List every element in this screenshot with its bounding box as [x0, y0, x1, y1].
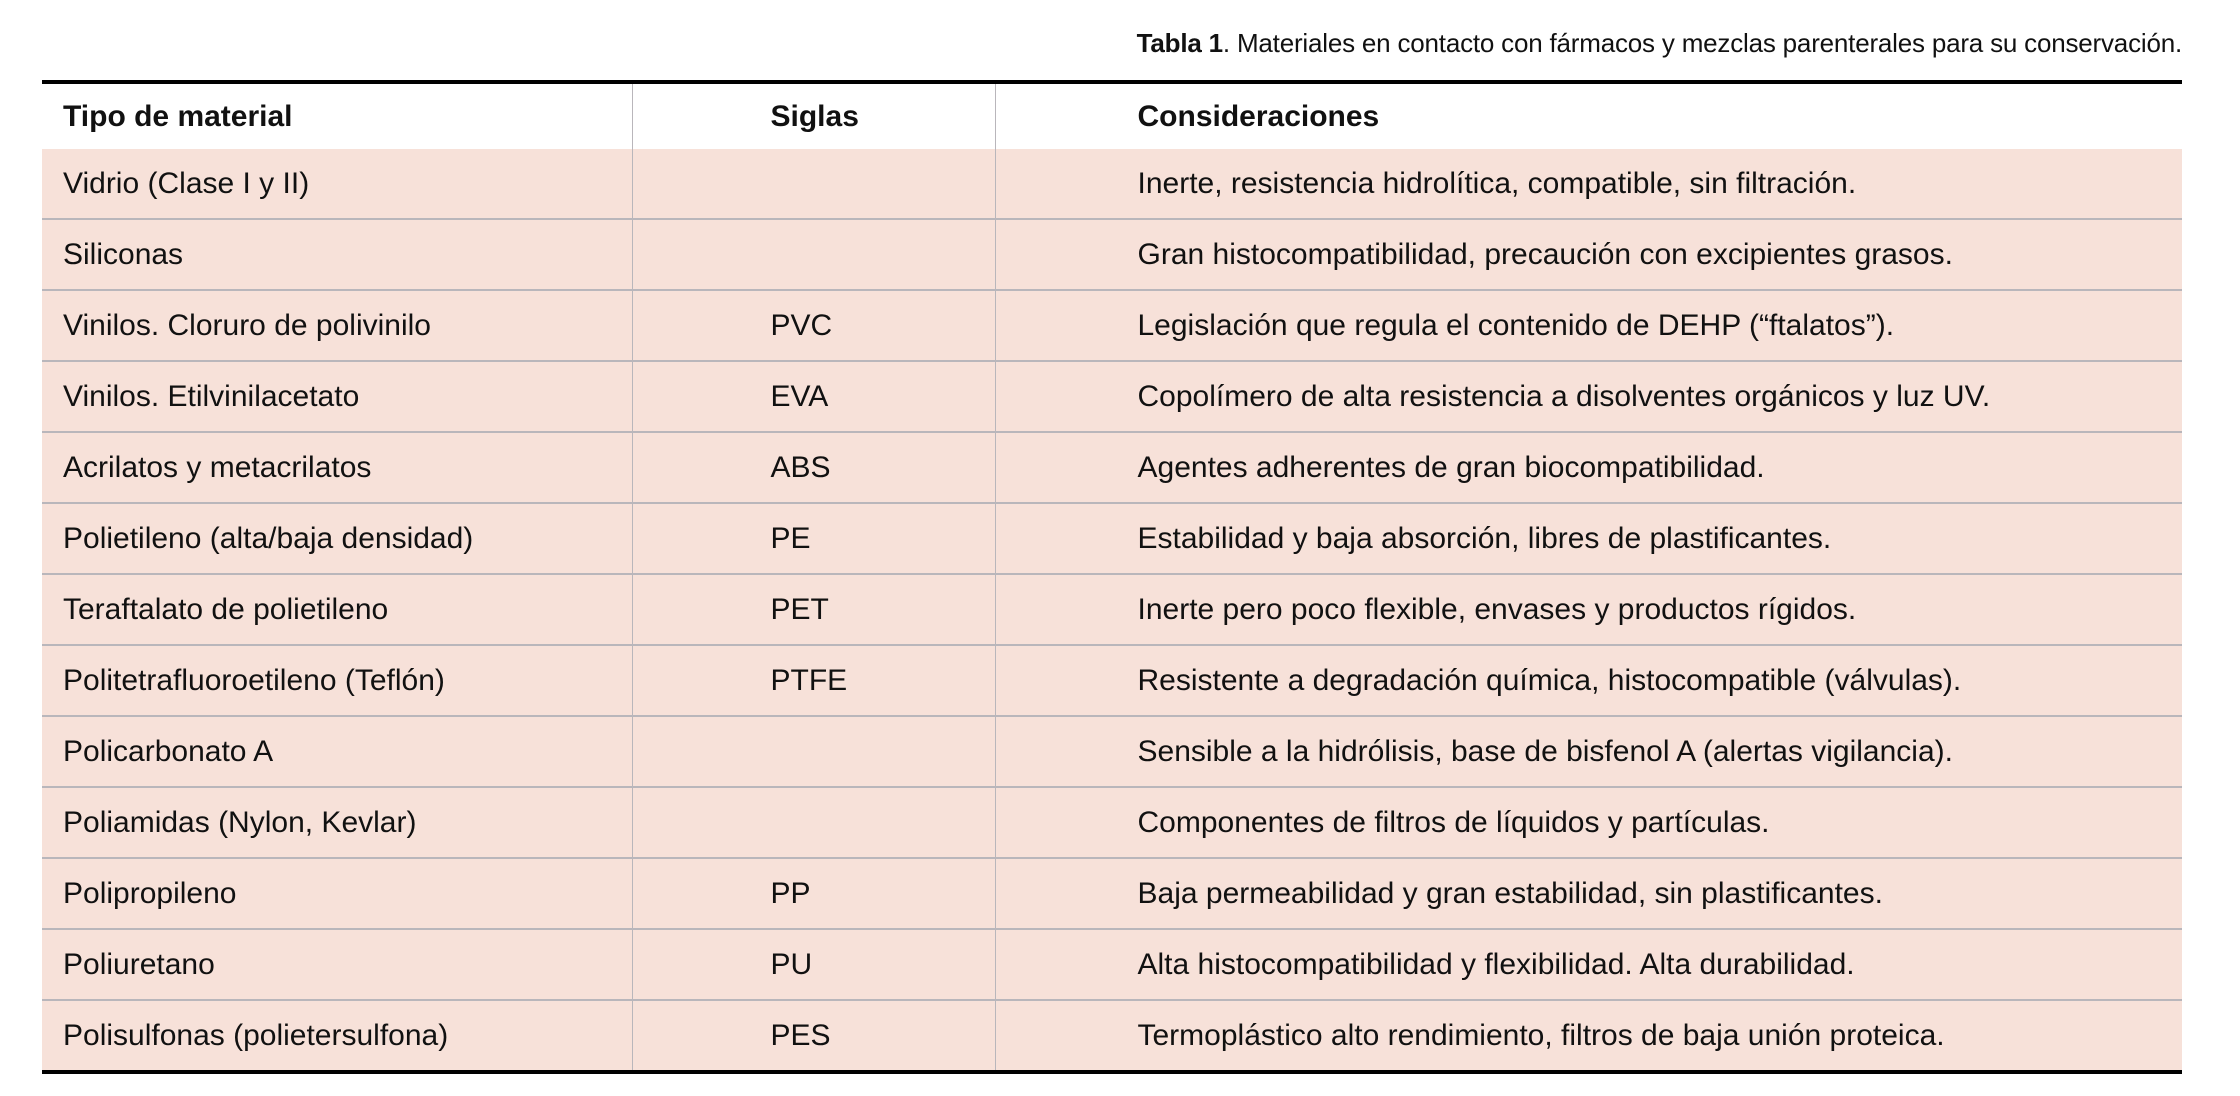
header-tipo-material: Tipo de material [42, 84, 632, 149]
cell-siglas: ABS [632, 432, 995, 503]
cell-consideraciones: Resistente a degradación química, histocompatible (válvulas). [995, 645, 2182, 716]
cell-material: Vidrio (Clase I y II) [42, 149, 632, 219]
cell-consideraciones: Agentes adherentes de gran biocompatibilidad. [995, 432, 2182, 503]
cell-material: Polietileno (alta/baja densidad) [42, 503, 632, 574]
cell-consideraciones: Legislación que regula el contenido de DEHP (“ftalatos”). [995, 290, 2182, 361]
cell-material: Poliamidas (Nylon, Kevlar) [42, 787, 632, 858]
cell-material: Vinilos. Cloruro de polivinilo [42, 290, 632, 361]
cell-material: Politetrafluoroetileno (Teflón) [42, 645, 632, 716]
cell-consideraciones: Baja permeabilidad y gran estabilidad, sin plastificantes. [995, 858, 2182, 929]
cell-siglas [632, 716, 995, 787]
cell-siglas: PES [632, 1000, 995, 1070]
cell-material: Siliconas [42, 219, 632, 290]
cell-consideraciones: Termoplástico alto rendimiento, filtros de baja unión proteica. [995, 1000, 2182, 1070]
cell-siglas: PVC [632, 290, 995, 361]
cell-consideraciones: Inerte, resistencia hidrolítica, compatible, sin filtración. [995, 149, 2182, 219]
caption-label: Tabla 1 [1136, 28, 1223, 58]
table-header-row [42, 84, 2182, 149]
cell-siglas: PET [632, 574, 995, 645]
table-row [42, 929, 2182, 1000]
cell-siglas: PU [632, 929, 995, 1000]
cell-consideraciones: Sensible a la hidrólisis, base de bisfenol A (alertas vigilancia). [995, 716, 2182, 787]
cell-material: Poliuretano [42, 929, 632, 1000]
header-consideraciones: Consideraciones [995, 84, 2182, 149]
table-row [42, 149, 2182, 219]
bottom-rule [42, 1070, 2182, 1074]
table-row [42, 716, 2182, 787]
cell-consideraciones: Gran histocompatibilidad, precaución con excipientes grasos. [995, 219, 2182, 290]
cell-material: Acrilatos y metacrilatos [42, 432, 632, 503]
table-caption [1137, 28, 2182, 59]
cell-consideraciones: Inerte pero poco flexible, envases y productos rígidos. [995, 574, 2182, 645]
table-row [42, 574, 2182, 645]
table-row [42, 1000, 2182, 1070]
cell-material: Vinilos. Etilvinilacetato [42, 361, 632, 432]
cell-material: Teraftalato de polietileno [42, 574, 632, 645]
cell-siglas [632, 219, 995, 290]
table-row [42, 361, 2182, 432]
caption-text: . Materiales en contacto con fármacos y mezclas parenterales para su conservación. [1222, 28, 2182, 58]
table-row [42, 432, 2182, 503]
cell-siglas: PP [632, 858, 995, 929]
cell-siglas: PE [632, 503, 995, 574]
cell-material: Polisulfonas (polietersulfona) [42, 1000, 632, 1070]
cell-siglas: PTFE [632, 645, 995, 716]
cell-siglas [632, 149, 995, 219]
cell-siglas: EVA [632, 361, 995, 432]
cell-consideraciones: Estabilidad y baja absorción, libres de plastificantes. [995, 503, 2182, 574]
table-row [42, 503, 2182, 574]
table-row [42, 290, 2182, 361]
table-row [42, 858, 2182, 929]
cell-consideraciones: Alta histocompatibilidad y flexibilidad. Alta durabilidad. [995, 929, 2182, 1000]
materials-table [42, 80, 2182, 1074]
cell-material: Polipropileno [42, 858, 632, 929]
cell-consideraciones: Componentes de filtros de líquidos y partículas. [995, 787, 2182, 858]
table-row [42, 645, 2182, 716]
table-row [42, 787, 2182, 858]
cell-consideraciones: Copolímero de alta resistencia a disolventes orgánicos y luz UV. [995, 361, 2182, 432]
cell-material: Policarbonato A [42, 716, 632, 787]
cell-siglas [632, 787, 995, 858]
header-siglas: Siglas [632, 84, 995, 149]
table-row [42, 219, 2182, 290]
